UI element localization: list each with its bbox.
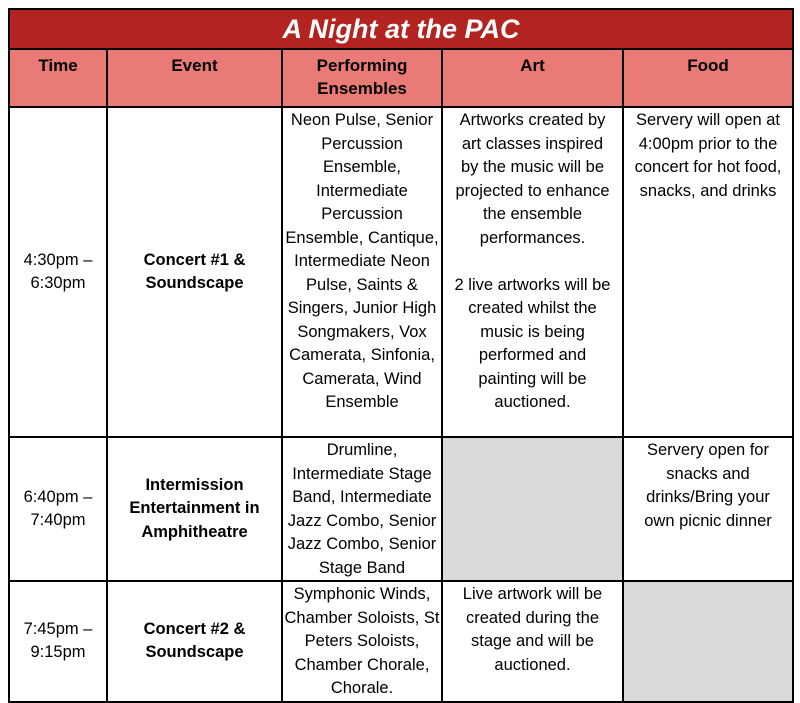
art-cell bbox=[442, 107, 623, 437]
paragraph-spacer bbox=[443, 250, 622, 274]
art-text-2: 2 live artworks will be created whilst the music is being performed and painting will be auctioned. bbox=[454, 275, 611, 411]
header-event: Event bbox=[107, 49, 282, 107]
event-text: Intermission Entertainment in Amphitheatre bbox=[129, 475, 260, 541]
ensembles-cell bbox=[282, 581, 442, 702]
header-row bbox=[9, 49, 793, 107]
title-row bbox=[9, 9, 793, 49]
art-text: Live artwork will be created during the stage and will be auctioned. bbox=[462, 585, 603, 674]
food-cell-empty bbox=[623, 581, 793, 702]
event-cell bbox=[107, 107, 282, 437]
art-cell-empty bbox=[442, 437, 623, 581]
ensembles-text: Neon Pulse, Senior Percussion Ensemble, Intermediate Percussion Ensemble, Cantique, Intermediate Neon Pulse, Saints & Singers, Junior High Songmakers, Vox Camerata, Sinfonia, Camerata, Wind Ensemble bbox=[285, 111, 439, 411]
time-text: 6:40pm – 7:40pm bbox=[23, 487, 93, 529]
ensembles-cell bbox=[282, 437, 442, 581]
table-row bbox=[9, 581, 793, 702]
header-art: Art bbox=[442, 49, 623, 107]
ensembles-text: Drumline, Intermediate Stage Band, Intermediate Jazz Combo, Senior Jazz Combo, Senior Stage Band bbox=[287, 441, 437, 577]
ensembles-text: Symphonic Winds, Chamber Soloists, St Peters Soloists, Chamber Chorale, Chorale. bbox=[284, 585, 440, 697]
header-time: Time bbox=[9, 49, 107, 107]
time-cell bbox=[9, 437, 107, 581]
time-cell bbox=[9, 107, 107, 437]
time-text: 7:45pm – 9:15pm bbox=[23, 619, 93, 662]
schedule-document bbox=[8, 8, 792, 697]
header-ensembles: Performing Ensembles bbox=[282, 49, 442, 107]
table-row bbox=[9, 437, 793, 581]
header-food: Food bbox=[623, 49, 793, 107]
food-cell bbox=[623, 437, 793, 581]
ensembles-cell bbox=[282, 107, 442, 437]
food-text: Servery will open at 4:00pm prior to the concert for hot food, snacks, and drinks bbox=[634, 111, 782, 200]
table-row bbox=[9, 107, 793, 437]
food-text: Servery open for snacks and drinks/Bring your own picnic dinner bbox=[644, 441, 772, 530]
event-text: Concert #2 & Soundscape bbox=[143, 619, 246, 662]
art-text-1: Artworks created by art classes inspired by the music will be projected to enhance the ensemble performances. bbox=[455, 111, 610, 247]
food-cell bbox=[623, 107, 793, 437]
art-cell bbox=[442, 581, 623, 702]
table-title: A Night at the PAC bbox=[9, 9, 793, 49]
time-text: 4:30pm – 6:30pm bbox=[23, 250, 93, 292]
schedule-table bbox=[8, 8, 794, 703]
event-cell bbox=[107, 581, 282, 702]
event-cell bbox=[107, 437, 282, 581]
event-text: Concert #1 & Soundscape bbox=[143, 250, 246, 292]
time-cell bbox=[9, 581, 107, 702]
